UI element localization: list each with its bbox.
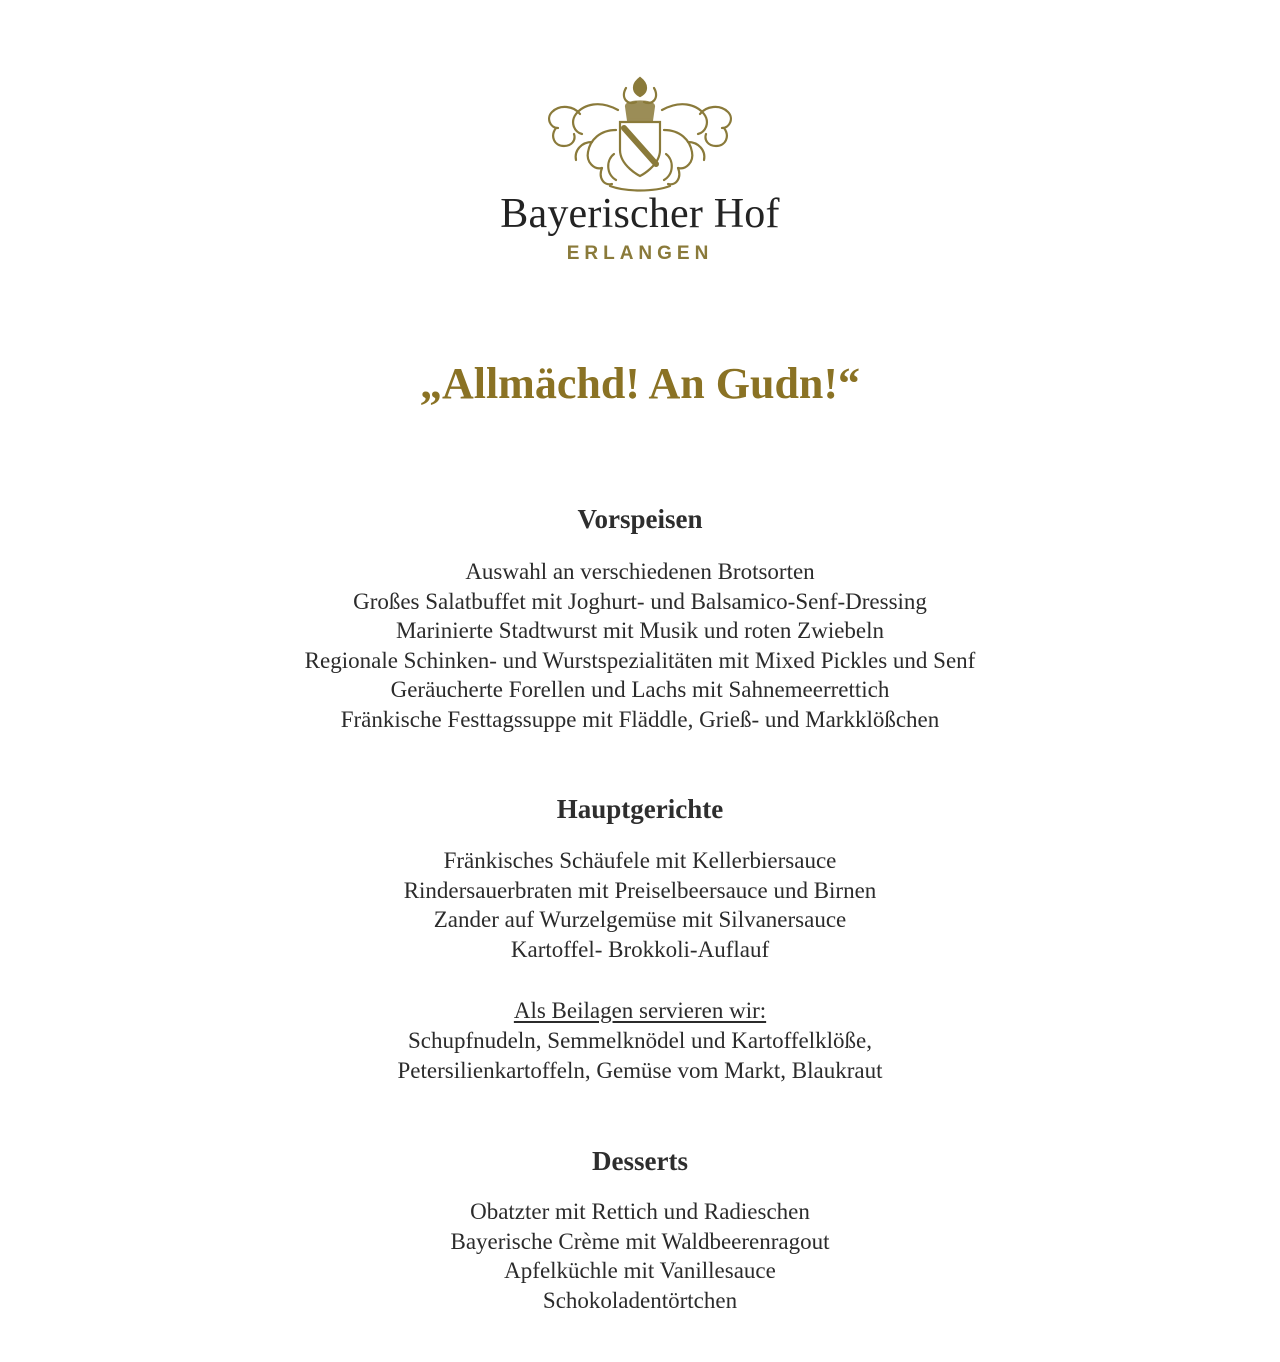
desserts-list — [0, 1197, 1280, 1315]
list-item: Regionale Schinken- und Wurstspezialitäten mit Mixed Pickles und Senf — [304, 647, 976, 673]
list-item: Bayerische Crème mit Waldbeerenragout — [450, 1228, 830, 1254]
list-item: Kartoffel- Brokkoli-Auflauf — [510, 936, 770, 962]
list-item: Zander auf Wurzelgemüse mit Silvanersauce — [433, 907, 847, 933]
brand-city: ERLANGEN — [566, 243, 714, 264]
list-item: Schupfnudeln, Semmelknödel und Kartoffelklöße, — [408, 1028, 872, 1053]
menu-title: „Allmächd! An Gudn!“ — [419, 359, 861, 408]
sides-label: Als Beilagen servieren wir: — [513, 998, 767, 1023]
list-item: Geräucherte Forellen und Lachs mit Sahnemeerrettich — [390, 677, 890, 703]
list-item: Fränkisches Schäufele mit Kellerbiersauce — [443, 848, 837, 873]
crest-icon — [540, 70, 740, 195]
list-item: Obatzter mit Rettich und Radieschen — [470, 1199, 810, 1224]
mains-list — [0, 846, 1280, 964]
brand-name: Bayerischer Hof — [500, 191, 780, 237]
section-heading-desserts: Desserts — [592, 1146, 688, 1176]
section-heading-starters: Vorspeisen — [577, 504, 703, 534]
list-item: Auswahl an verschiedenen Brotsorten — [465, 559, 815, 584]
list-item: Marinierte Stadtwurst mit Musik und roten Zwiebeln — [395, 618, 885, 644]
list-item: Fränkische Festtagssuppe mit Fläddle, Grieß- und Markklößchen — [340, 706, 940, 732]
list-item: Schokoladentörtchen — [542, 1287, 738, 1313]
list-item: Rindersauerbraten mit Preiselbeersauce und Birnen — [403, 877, 877, 903]
starters-list — [0, 557, 1280, 735]
list-item: Großes Salatbuffet mit Joghurt- und Balsamico-Senf-Dressing — [353, 588, 927, 614]
section-heading-mains: Hauptgerichte — [556, 794, 724, 824]
list-item: Petersilienkartoffeln, Gemüse vom Markt, Blaukraut — [397, 1057, 883, 1083]
list-item: Apfelküchle mit Vanillesauce — [504, 1258, 776, 1284]
sides-list — [0, 1026, 1280, 1085]
